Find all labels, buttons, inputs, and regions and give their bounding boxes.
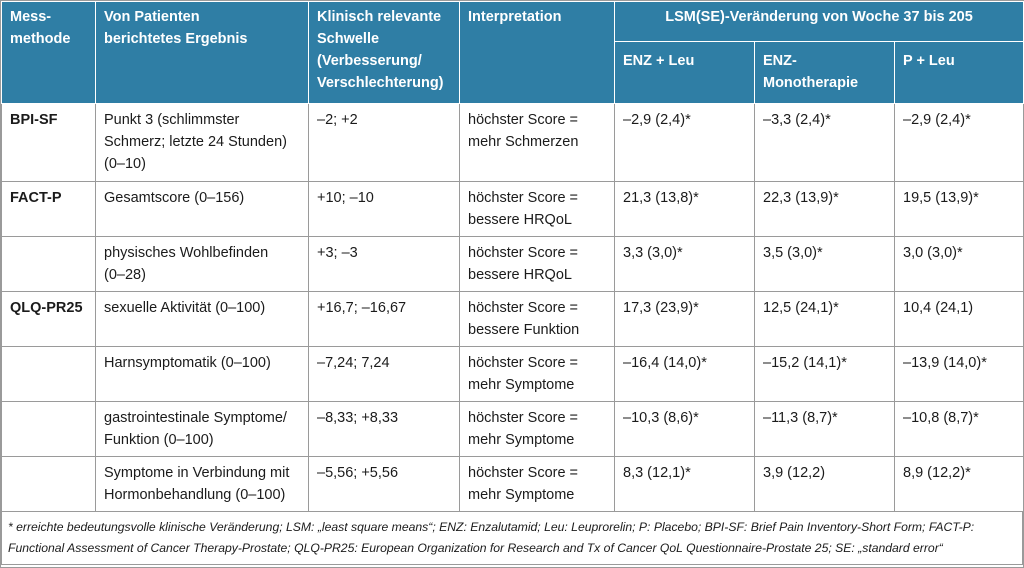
interpretation-cell: höchster Score = bessere HRQoL — [460, 237, 615, 292]
outcome-cell: gastrointestinale Symptome/ Funktion (0–100) — [96, 402, 309, 457]
threshold-cell: –5,56; +5,56 — [309, 457, 460, 512]
enz-mono-cell: 3,5 (3,0)* — [755, 237, 895, 292]
measure-cell — [2, 237, 96, 292]
enz-leu-cell: 17,3 (23,9)* — [615, 292, 755, 347]
measure-cell — [2, 457, 96, 512]
outcome-cell: Harnsymptomatik (0–100) — [96, 347, 309, 402]
table-row — [2, 182, 1024, 237]
enz-mono-cell: –11,3 (8,7)* — [755, 402, 895, 457]
enz-mono-cell: 12,5 (24,1)* — [755, 292, 895, 347]
measure-cell: FACT-P — [2, 182, 96, 237]
header-messmethode: Mess- methode — [2, 2, 96, 104]
p-leu-cell: 19,5 (13,9)* — [895, 182, 1024, 237]
interpretation-cell: höchster Score = bessere HRQoL — [460, 182, 615, 237]
enz-leu-cell: –2,9 (2,4)* — [615, 104, 755, 182]
table-row — [2, 347, 1024, 402]
measure-cell: BPI-SF — [2, 104, 96, 182]
interpretation-cell: höchster Score = mehr Symptome — [460, 402, 615, 457]
enz-mono-cell: –15,2 (14,1)* — [755, 347, 895, 402]
table-row — [2, 237, 1024, 292]
p-leu-cell: –2,9 (2,4)* — [895, 104, 1024, 182]
header-interpretation: Interpretation — [460, 2, 615, 104]
enz-leu-cell: –16,4 (14,0)* — [615, 347, 755, 402]
table-row — [2, 402, 1024, 457]
threshold-cell: +10; –10 — [309, 182, 460, 237]
outcome-cell: Gesamtscore (0–156) — [96, 182, 309, 237]
threshold-cell: +3; –3 — [309, 237, 460, 292]
table-row — [2, 104, 1024, 182]
enz-mono-cell: 3,9 (12,2) — [755, 457, 895, 512]
threshold-cell: –8,33; +8,33 — [309, 402, 460, 457]
outcome-cell: physisches Wohlbefinden (0–28) — [96, 237, 309, 292]
interpretation-cell: höchster Score = bessere Funktion — [460, 292, 615, 347]
header-p-leu: P + Leu — [895, 42, 1024, 104]
enz-mono-cell: –3,3 (2,4)* — [755, 104, 895, 182]
p-leu-cell: –13,9 (14,0)* — [895, 347, 1024, 402]
enz-leu-cell: 3,3 (3,0)* — [615, 237, 755, 292]
table-row — [2, 292, 1024, 347]
measure-cell: QLQ-PR25 — [2, 292, 96, 347]
header-enz-mono: ENZ- Monotherapie — [755, 42, 895, 104]
p-leu-cell: 3,0 (3,0)* — [895, 237, 1024, 292]
outcome-cell: sexuelle Aktivität (0–100) — [96, 292, 309, 347]
threshold-cell: –7,24; 7,24 — [309, 347, 460, 402]
enz-leu-cell: 21,3 (13,8)* — [615, 182, 755, 237]
outcome-cell: Symptome in Verbindung mit Hormonbehandlung (0–100) — [96, 457, 309, 512]
results-table — [1, 1, 1024, 512]
header-ergebnis: Von Patienten berichtetes Ergebnis — [96, 2, 309, 104]
header-schwelle: Klinisch relevante Schwelle (Verbesserung/ Verschlechterung) — [309, 2, 460, 104]
enz-mono-cell: 22,3 (13,9)* — [755, 182, 895, 237]
interpretation-cell: höchster Score = mehr Symptome — [460, 457, 615, 512]
p-leu-cell: –10,8 (8,7)* — [895, 402, 1024, 457]
p-leu-cell: 10,4 (24,1) — [895, 292, 1024, 347]
header-enz-leu: ENZ + Leu — [615, 42, 755, 104]
header-lsm-span: LSM(SE)-Veränderung von Woche 37 bis 205 — [615, 2, 1024, 42]
threshold-cell: –2; +2 — [309, 104, 460, 182]
interpretation-cell: höchster Score = mehr Schmerzen — [460, 104, 615, 182]
threshold-cell: +16,7; –16,67 — [309, 292, 460, 347]
enz-leu-cell: –10,3 (8,6)* — [615, 402, 755, 457]
enz-leu-cell: 8,3 (12,1)* — [615, 457, 755, 512]
p-leu-cell: 8,9 (12,2)* — [895, 457, 1024, 512]
measure-cell — [2, 402, 96, 457]
table-footnote: * erreichte bedeutungsvolle klinische Veränderung; LSM: „least square means“; ENZ: Enzalutamid; Leu: Leuprorelin; P: Placebo; BPI-SF: Brief Pain Inventory-Short Form; FACT-P: Functional Assessment of Cancer Therapy-Prostate; QLQ-PR25: European Organization for Research and Tx of Cancer QoL Questionnaire-Prostate 25; SE: „standard error“ — [1, 512, 1023, 565]
interpretation-cell: höchster Score = mehr Symptome — [460, 347, 615, 402]
outcome-cell: Punkt 3 (schlimmster Schmerz; letzte 24 Stunden) (0–10) — [96, 104, 309, 182]
table-row — [2, 457, 1024, 512]
measure-cell — [2, 347, 96, 402]
